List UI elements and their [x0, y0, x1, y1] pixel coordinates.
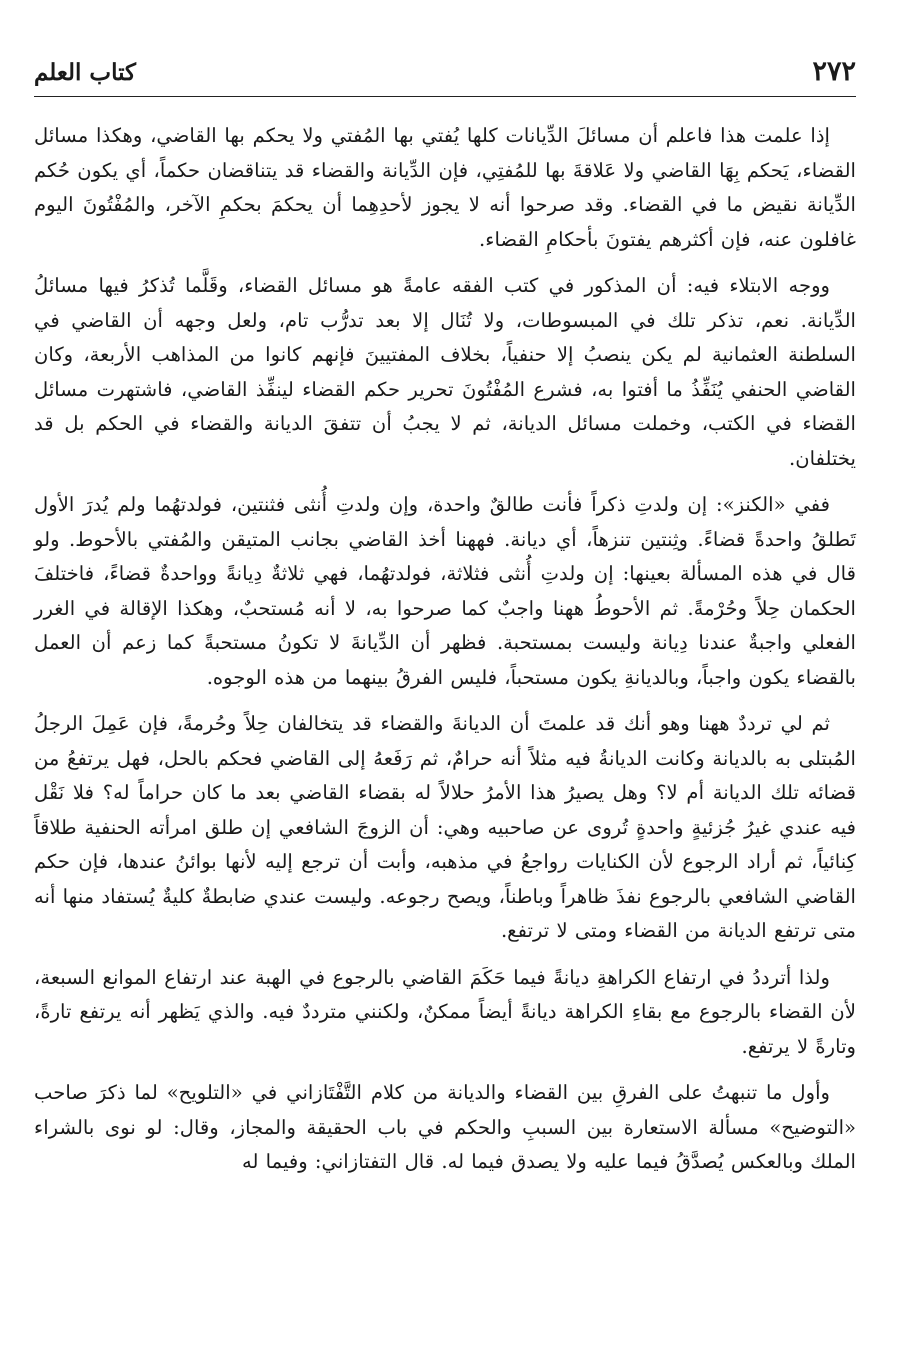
paragraph: ولذا أترددُ في ارتفاع الكراهةِ ديانةً فيما حَكَمَ القاضي بالرجوع في الهبة عند ارتفاع الموانع السبعة، لأن القضاء بالرجوع مع بقاءِ الكراهة ديانةً أيضاً ممكنٌ، ولكنني مترددٌ فيه. والذي يَظهر أنه يرتفع تارةً، وتارةً لا يرتفع.: [34, 965, 856, 1058]
paragraph: وأول ما تنبهتُ على الفرقِ بين القضاء والديانة من كلام التَّفْتَازاني في «التلويح» لما ذكرَ صاحب «التوضيح» مسألة الاستعارة بين السببِ والحكم في باب الحقيقة والمجاز، وقال: لو نوى بالشراء الملك وبالعكس يُصدَّقُ فيما عليه ولا يصدق فيما له. قال التفتازاني: وفيما له: [34, 1081, 856, 1173]
page-number: ٢٧٢: [812, 56, 856, 87]
running-header: [34, 52, 856, 97]
paragraph: ثم لي ترددٌ ههنا وهو أنك قد علمتَ أن الديانةَ والقضاء قد يتخالفان حِلاً وحُرمةً، فإن عَمِلَ الرجلُ المُبتلى به بالديانة وكانت الديانةُ فيه مثلاً أنه حرامٌ، ثم رَفَعهُ إلى القاضي فحكم بالحل، فهل يرتفعُ من قضائه تلك الديانة أم لا؟ وهل يصيرُ هذا الأمرُ حلالاً له بقضاء القاضي بعد ما كان حراماً له؟ فلا نَقْل فيه عندي غيرُ جُزئيةٍ واحدةٍ تُروى عن صاحبيه وهي: أن الزوجَ الشافعي إن طلق امرأته الحنفية طلاقاً كِنائياً، ثم أراد الرجوع لأن الكنايات رواجعُ في مذهبه، وأبت أن ترجع إليه لأنها بوائنُ عندها، فإن حكم القاضي الشافعي بالرجوع نفذَ ظاهراً وباطناً، ويصح رجوعه. وليست عندي ضابطةٌ كليةٌ يُستفاد منها أنه متى ترتفع الديانة من القضاء ومتى لا ترتفع.: [34, 712, 856, 942]
paragraph: ففي «الكنز»: إن ولدتِ ذكراً فأنت طالقٌ واحدة، وإن ولدتِ أُنثى فثنتين، فولدتهُما ولم يُدرَ الأول تَطلقُ واحدةً قضاءً. وثِنتين تنزهاً، أي ديانة. فههنا أخذ القاضي بجانب المتيقن والمُفتي بالأحوط. ولو قال في هذه المسألة بعينها: إن ولدتِ أُنثى فثلاثة، فولدتهُما، فهي ثلاثةٌ دِيانةً وواحدةٌ قضاءً، فاختلفَ الحكمان حِلاً وحُرْمةً. ثم الأحوطُ ههنا واجبٌ كما صرحوا به، لا أنه مُستحبٌ، وهكذا الإقالة في الغرر الفعلي واجبةٌ عندنا دِيانة وليست بمستحبة. فظهر أن الدِّيانةَ لا تكونُ مستحبةً كما زعم أن العمل بالقضاء يكون واجباً، وبالديانةِ يكون مستحباً، فليس الفرقُ بينهما من هذه الوجوه.: [34, 493, 856, 689]
body-text: [34, 119, 856, 1180]
book-page: [34, 52, 856, 1352]
book-title: كتاب العلم: [34, 59, 136, 86]
paragraph: ووجه الابتلاء فيه: أن المذكور في كتب الفقه عامةً هو مسائل القضاء، وقَلَّما تُذكرُ فيها مسائلُ الدِّيانة. نعم، تذكر تلك في المبسوطات، ولا تُنَال إلا بعد تدرُّب تام، ولعل وجهه أن القاضي في السلطنة العثمانية لم يكن ينصبُ إلا حنفياً، بخلاف المفتيينَ فإنهم كانوا من المذاهب الأربعة، وكان القاضي الحنفي يُنَفِّذُ ما أفتوا به، فشرع المُفْتُونَ تحرير حكم القضاء لينفِّذ القاضي، فاشتهرت مسائل القضاء في الكتب، وخملت مسائل الديانة، ثم لا يجبُ أن تتفقَ الديانة والقضاء في الحكم بل قد يختلفان.: [34, 274, 856, 470]
paragraph: إذا علمت هذا فاعلم أن مسائلَ الدِّيانات كلها يُفتي بها المُفتي ولا يحكم بها القاضي، وهكذا مسائل القضاء، يَحكم بِهَا القاضي ولا عَلاقةَ بها للمُفتِي، فإن الدِّيانة والقضاء قد يتناقضان حكماً، أي يكون حُكم الدِّيانة نقيض ما في القضاء. وقد صرحوا أنه لا يجوز لأحدِهِما أن يحكمَ بحكمِ الآخر، والمُفْتُونَ اليوم غافلون عنه، فإن أكثرهم يفتونَ بأحكامِ القضاء.: [34, 124, 856, 251]
